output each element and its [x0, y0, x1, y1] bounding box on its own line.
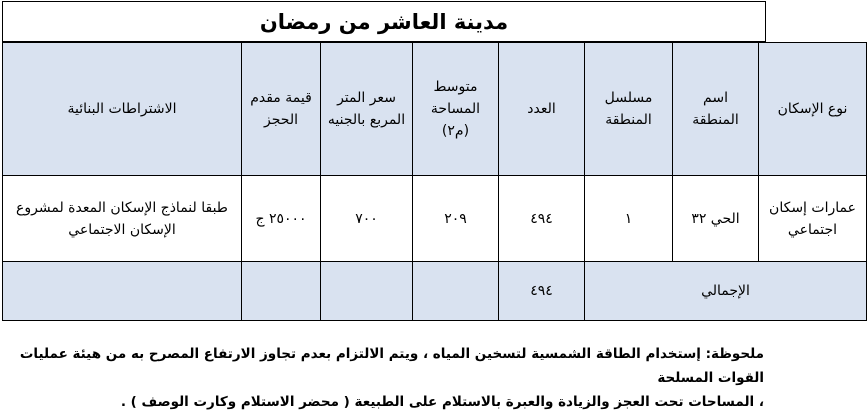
- total-empty-cell: [413, 262, 499, 321]
- cell-count: ٤٩٤: [499, 176, 585, 262]
- header-down-payment: قيمة مقدم الحجز: [242, 43, 321, 176]
- cell-housing-type: عمارات إسكان اجتماعي: [759, 176, 867, 262]
- header-price-per-meter: سعر المتر المربع بالجنيه: [321, 43, 413, 176]
- header-count: العدد: [499, 43, 585, 176]
- header-avg-area: متوسط المساحة (م٢): [413, 43, 499, 176]
- header-housing-type: نوع الإسكان: [759, 43, 867, 176]
- cell-price-per-meter: ٧٠٠: [321, 176, 413, 262]
- table-row: [3, 176, 867, 262]
- footnote-line-2: ، المساحات تحت العجز والزيادة والعبرة بالاستلام على الطبيعة ( محضر الاستلام وكارت الوصف ) .: [120, 394, 764, 410]
- cell-building-requirements: طبقا لنماذج الإسكان المعدة لمشروع الإسكان الاجتماعي: [3, 176, 242, 262]
- cell-down-payment: ٢٥٠٠٠ ج: [242, 176, 321, 262]
- cell-area-serial: ١: [585, 176, 673, 262]
- total-empty-cell: [242, 262, 321, 321]
- total-empty-cell: [321, 262, 413, 321]
- total-label: الإجمالي: [585, 262, 867, 321]
- table-header-row: [3, 43, 867, 176]
- footnote-line-1: ملحوظة: إستخدام الطاقة الشمسية لتسخين المياه ، ويتم الالتزام بعدم تجاوز الارتفاع المصرح به من هيئة عمليات القوات المسلحة: [19, 346, 764, 386]
- total-empty-cell: [3, 262, 242, 321]
- page-title: مدينة العاشر من رمضان: [2, 1, 766, 42]
- header-building-requirements: الاشتراطات البنائية: [3, 43, 242, 176]
- cell-area-name: الحي ٣٢: [673, 176, 759, 262]
- housing-table: [2, 42, 867, 321]
- footnote: [4, 342, 764, 414]
- header-area-serial: مسلسل المنطقة: [585, 43, 673, 176]
- total-count: ٤٩٤: [499, 262, 585, 321]
- header-area-name: اسم المنطقة: [673, 43, 759, 176]
- cell-avg-area: ٢٠٩: [413, 176, 499, 262]
- table-total-row: [3, 262, 867, 321]
